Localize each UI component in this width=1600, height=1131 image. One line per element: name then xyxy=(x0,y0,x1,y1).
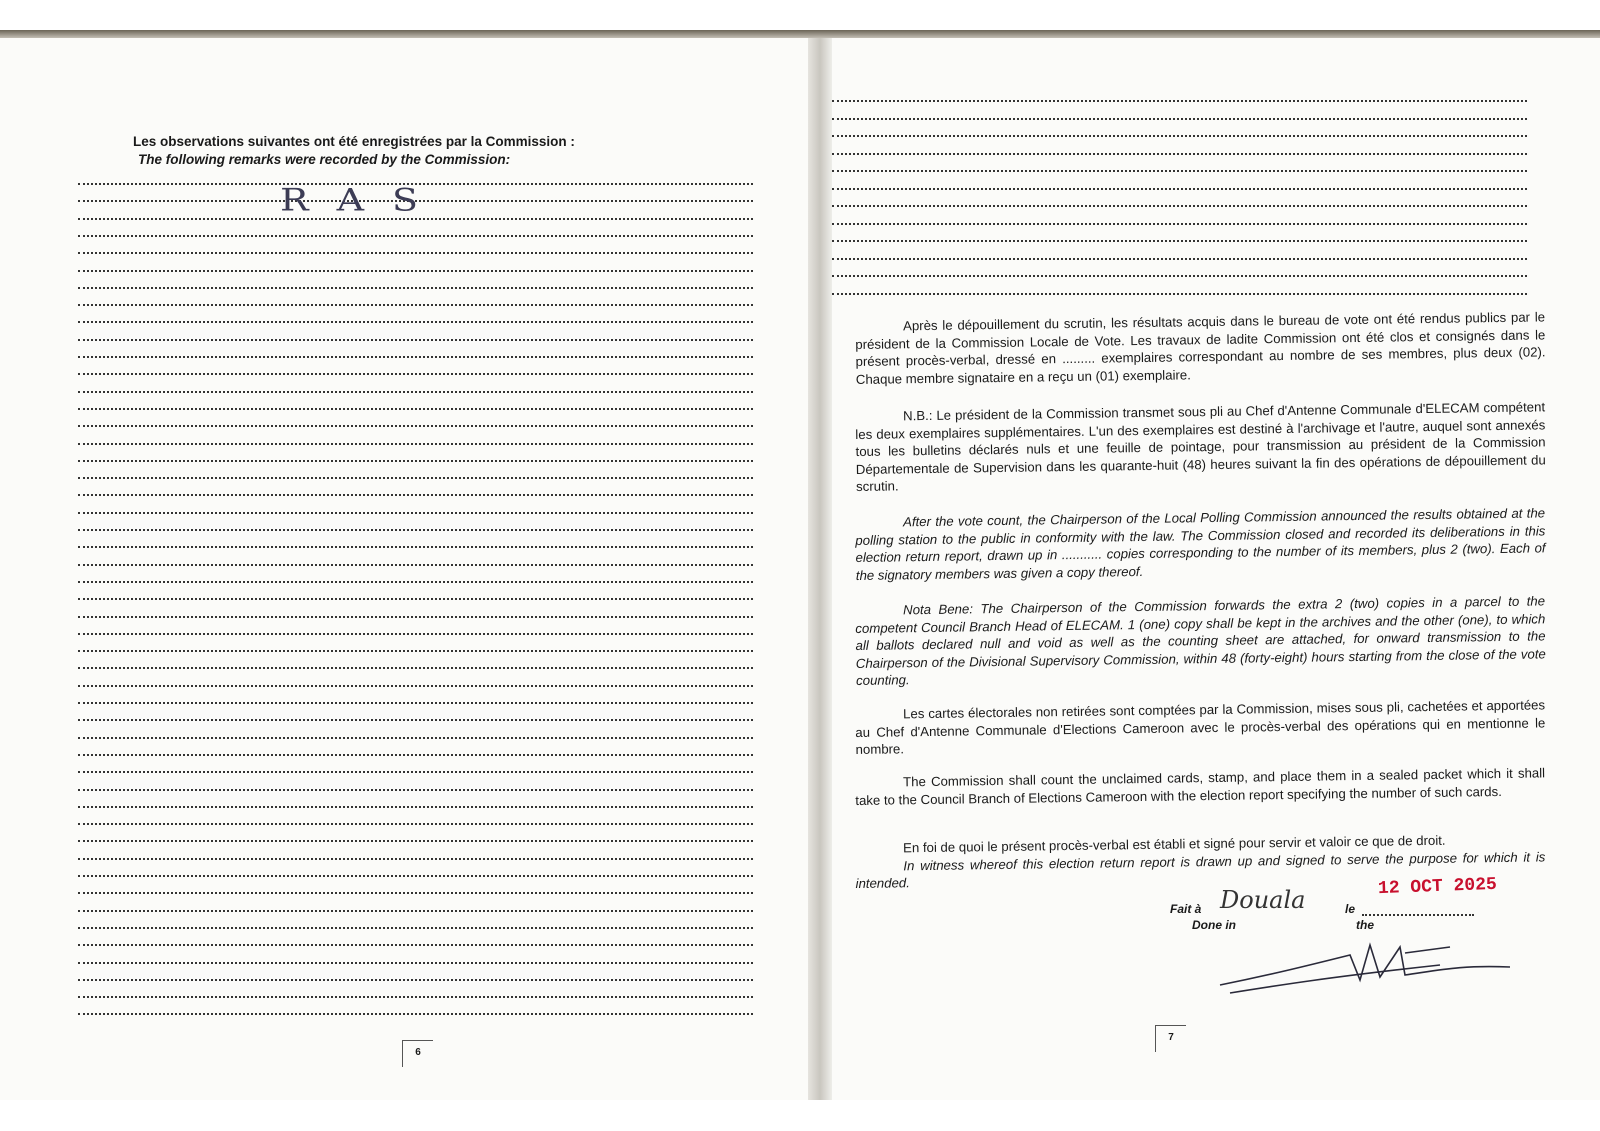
ruled-line xyxy=(78,512,753,514)
ruled-line xyxy=(78,875,753,877)
ruled-line xyxy=(78,425,753,427)
ruled-line xyxy=(78,633,753,635)
ruled-line xyxy=(78,719,753,721)
date-stamp: 12 OCT 2025 xyxy=(1377,874,1498,900)
the-label: the xyxy=(1356,918,1374,932)
ruled-line xyxy=(78,460,753,462)
ruled-line xyxy=(78,806,753,808)
ruled-line xyxy=(78,616,753,618)
ruled-line xyxy=(78,979,753,981)
fait-a-label: Fait à xyxy=(1170,902,1202,916)
ruled-line xyxy=(832,275,1527,277)
ruled-line xyxy=(78,667,753,669)
ruled-line xyxy=(78,373,753,375)
ruled-line xyxy=(78,910,753,912)
ruled-line xyxy=(78,650,753,652)
ruled-line xyxy=(78,840,753,842)
ruled-line xyxy=(832,205,1527,207)
le-label: le xyxy=(1345,902,1356,916)
ruled-line xyxy=(78,996,753,998)
ruled-line xyxy=(78,321,753,323)
ruled-line xyxy=(78,858,753,860)
ruled-line xyxy=(832,240,1527,242)
ruled-line xyxy=(78,529,753,531)
ruled-line xyxy=(78,443,753,445)
ruled-line xyxy=(78,477,753,479)
remarks-heading-fr: Les observations suivantes ont été enregistrées par la Commission : xyxy=(133,134,575,149)
ruled-line xyxy=(78,754,753,756)
ruled-line xyxy=(78,270,753,272)
handwritten-place: Douala xyxy=(1220,886,1306,914)
ruled-line xyxy=(78,737,753,739)
remarks-heading-en: The following remarks were recorded by the Commission: xyxy=(138,152,511,167)
ruled-line xyxy=(78,771,753,773)
ruled-line xyxy=(78,546,753,548)
ruled-line xyxy=(78,304,753,306)
page-number-left: 6 xyxy=(402,1040,433,1067)
ruled-line xyxy=(832,153,1527,155)
ruled-line xyxy=(832,170,1527,172)
ruled-line xyxy=(78,339,753,341)
ruled-line xyxy=(78,581,753,583)
signature xyxy=(1210,935,1530,1000)
paragraph-en-results: After the vote count, the Chairperson of the Local Polling Commission announced the results obtained at the polling station to the public in conformity with the law. The Commission closed and recorded its deliberations in this election return report, drawn up in ........... copies corresponding to the number of its members, plus 2 (two). Each of the signatory members was given a copy thereof. xyxy=(855,505,1546,583)
ruled-line xyxy=(832,118,1527,120)
ruled-line xyxy=(78,962,753,964)
ruled-line xyxy=(78,823,753,825)
date-line xyxy=(1362,914,1474,916)
ruled-line xyxy=(78,702,753,704)
handwritten-remark: RAS xyxy=(280,182,447,218)
ruled-line xyxy=(78,892,753,894)
page-number-right: 7 xyxy=(1155,1025,1186,1052)
ruled-line xyxy=(78,789,753,791)
ruled-line xyxy=(832,100,1527,102)
ruled-line xyxy=(832,135,1527,137)
ruled-line xyxy=(78,685,753,687)
paragraph-en-cards: The Commission shall count the unclaimed cards, stamp, and place them in a sealed packet which it shall take to the Council Branch of Elections Cameroon with the election report specifying the number of such cards. xyxy=(855,765,1546,808)
ruled-line xyxy=(832,188,1527,190)
ruled-line xyxy=(78,408,753,410)
paragraph-fr-results: Après le dépouillement du scrutin, les résultats acquis dans le bureau de vote ont été rendus publics par le président de la Commission Locale de Vote. Les travaux de ladite Commission ont été clos et consignés dans le présent procès-verbal, dressé en ......... exemplaires correspondant au nombre de ses membres, plus deux (02). Chaque membre signataire en a reçu un (01) exemplaire. xyxy=(855,309,1546,387)
paragraph-fr-nb: N.B.: Le président de la Commission transmet sous pli au Chef d'Antenne Communale d'ELECAM compétent les deux exemplaires supplémentaires. L'un des exemplaires est destiné à l'archivage et l'autre, auquel sont annexés tous les bulletins déclarés nuls et une feuille de pointage, pour transmission au président de la Commission Départementale de Supervision dans les quarante-huit (48) heures suivant la fin des opérations de dépouillement du scrutin. xyxy=(855,399,1546,494)
ruled-line xyxy=(78,287,753,289)
paragraph-fr-cards: Les cartes électorales non retirées sont comptées par la Commission, mises sous pli, cachetées et apportées au Chef d'Antenne Communale d'Elections Cameroon avec le procès-verbal des opérations qui en mentionne le nombre. xyxy=(855,697,1546,757)
ruled-line xyxy=(78,927,753,929)
ruled-line xyxy=(832,223,1527,225)
ruled-line xyxy=(78,356,753,358)
ruled-line xyxy=(78,218,753,220)
ruled-line xyxy=(832,293,1527,295)
ruled-line xyxy=(78,494,753,496)
book-gutter xyxy=(808,38,832,1100)
ruled-line xyxy=(78,252,753,254)
ruled-line xyxy=(78,235,753,237)
ruled-line xyxy=(78,598,753,600)
ruled-line xyxy=(78,391,753,393)
ruled-line xyxy=(78,1013,753,1015)
closing-statement: En foi de quoi le présent procès-verbal est établi et signé pour servir et valoir ce que de droit. In witness whereof this election return report is drawn up and signed to serve the purpose for which it is intended. xyxy=(855,832,1546,891)
done-in-label: Done in xyxy=(1192,918,1236,932)
paragraph-en-nota-bene: Nota Bene: The Chairperson of the Commission forwards the extra 2 (two) copies in a parcel to the competent Council Branch Head of ELECAM. 1 (one) copy shall be kept in the archives and the other (one), to which all ballots declared null and void as well as the counting sheet are attached, for onward transmission to the Chairperson of the Divisional Supervisory Commission, within 48 (forty-eight) hours starting from the close of the vote counting. xyxy=(855,593,1546,688)
ruled-line xyxy=(78,944,753,946)
ruled-line xyxy=(78,564,753,566)
ruled-line xyxy=(832,258,1527,260)
